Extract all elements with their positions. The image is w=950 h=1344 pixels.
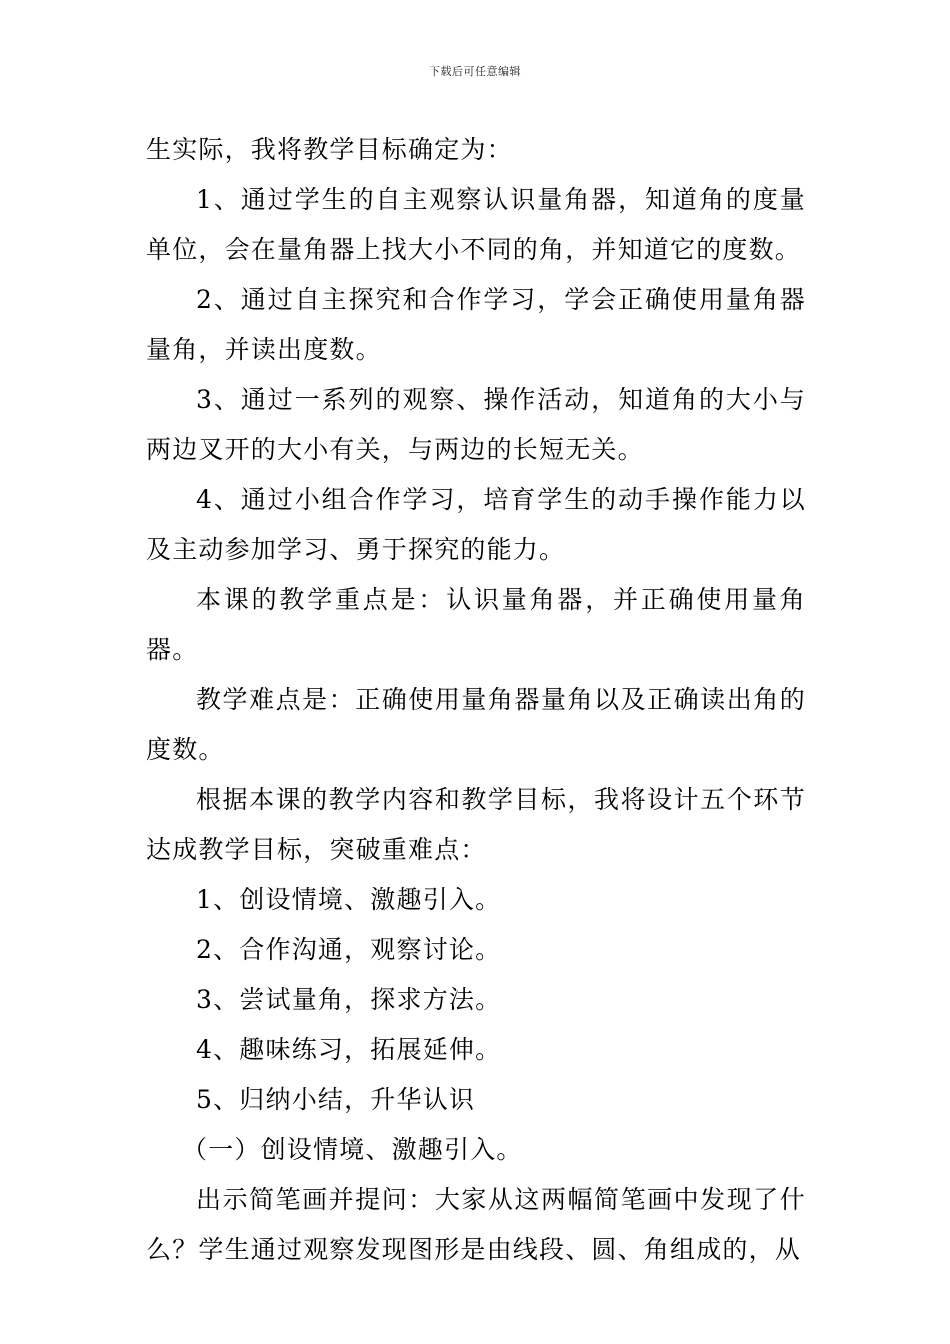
paragraph-difficulty: 教学难点是：正确使用量角器量角以及正确读出角的度数。 xyxy=(146,685,806,764)
paragraph-goal-3: 3、通过一系列的观察、操作活动，知道角的大小与两边叉开的大小有关，与两边的长短无关。 xyxy=(146,385,806,464)
paragraph-step-1: 1、创设情境、激趣引入。 xyxy=(196,885,502,914)
paragraph-step-4: 4、趣味练习，拓展延伸。 xyxy=(196,1035,502,1064)
paragraph-goal-2: 2、通过自主探究和合作学习，学会正确使用量角器量角，并读出度数。 xyxy=(146,285,806,364)
paragraph-intro: 生实际，我将教学目标确定为： xyxy=(146,135,513,164)
paragraph-goal-4: 4、通过小组合作学习，培育学生的动手操作能力以及主动参加学习、勇于探究的能力。 xyxy=(146,485,806,564)
paragraph-step-5: 5、归纳小结，升华认识 xyxy=(196,1085,476,1114)
paragraph-step-2: 2、合作沟通，观察讨论。 xyxy=(196,935,502,964)
paragraph-goal-1: 1、通过学生的自主观察认识量角器，知道角的度量单位，会在量角器上找大小不同的角，并知道它的度数。 xyxy=(146,185,806,264)
section-heading-1: （一）创设情境、激趣引入。 xyxy=(182,1135,523,1164)
paragraph-key-point: 本课的教学重点是：认识量角器，并正确使用量角器。 xyxy=(146,585,806,664)
paragraph-step-3: 3、尝试量角，探求方法。 xyxy=(196,985,502,1014)
paragraph-section-1-body: 出示简笔画并提问：大家从这两幅简笔画中发现了什么？学生通过观察发现图形是由线段、圆、角组成的，从 xyxy=(146,1185,806,1264)
paragraph-design: 根据本课的教学内容和教学目标，我将设计五个环节达成教学目标，突破重难点： xyxy=(146,785,806,864)
body-text xyxy=(146,125,806,1275)
page-header: 下载后可任意编辑 xyxy=(429,65,521,78)
